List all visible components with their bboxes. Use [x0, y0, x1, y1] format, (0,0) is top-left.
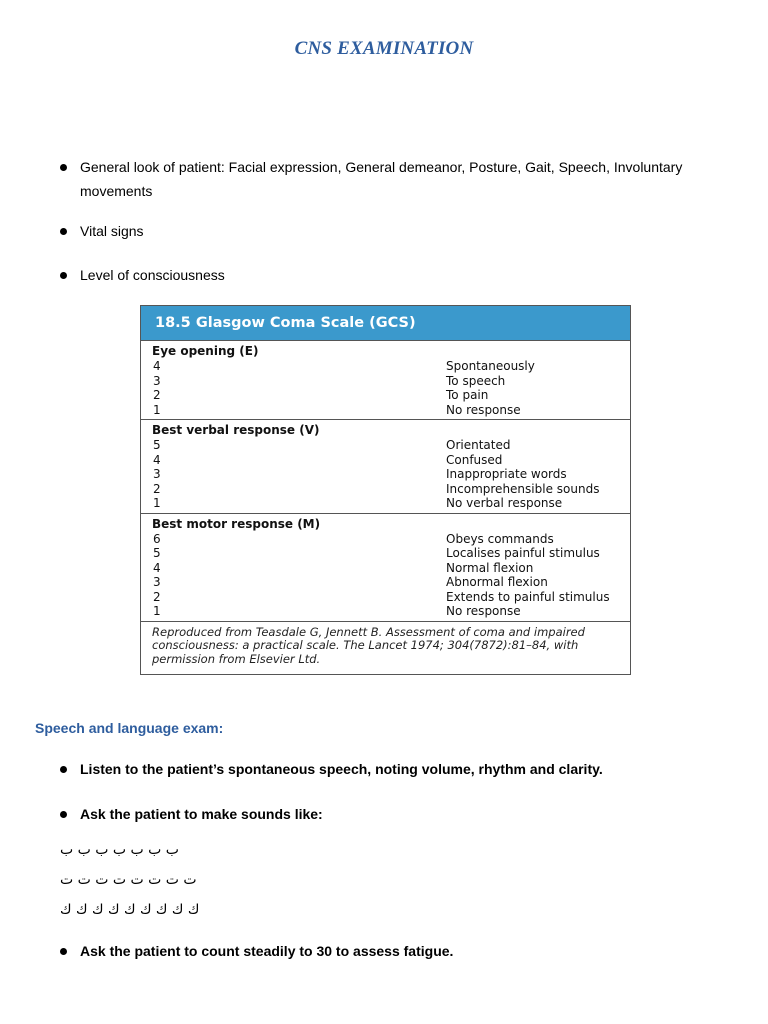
gcs-response: Extends to painful stimulus [446, 589, 610, 604]
gcs-row [141, 453, 630, 468]
page-title: CNS EXAMINATION [294, 38, 474, 59]
gcs-response: Normal flexion [446, 560, 534, 575]
gcs-row [141, 561, 630, 576]
gcs-row [141, 532, 630, 547]
gcs-response: No response [446, 604, 521, 618]
gcs-table [140, 305, 631, 675]
gcs-footnote: Reproduced from Teasdale G, Jennett B. Assessment of coma and impaired consciousness: a practical scale. The Lancet 1974; 304(7872):81–84, with permission from Elsevier Ltd. [152, 624, 585, 666]
gcs-section-title: Best verbal response (V) [152, 423, 320, 437]
gcs-response: No response [446, 402, 521, 417]
bullet-text: Ask the patient to count steadily to 30 to assess fatigue. [80, 943, 454, 959]
bullet-text: Listen to the patient’s spontaneous speech, noting volume, rhythm and clarity. [80, 761, 603, 777]
gcs-row [141, 403, 630, 418]
gcs-row [141, 575, 630, 590]
gcs-score: 4 [153, 452, 161, 467]
gcs-row [141, 496, 630, 511]
gcs-score: 1 [153, 604, 161, 618]
gcs-score: 3 [153, 575, 161, 589]
gcs-row [141, 604, 630, 619]
bullet-dot [60, 766, 67, 773]
gcs-score: 5 [153, 438, 161, 452]
gcs-row [141, 438, 630, 453]
gcs-row [141, 388, 630, 403]
sound-line-ba: ب ب ب ب ب ب ب [60, 842, 179, 858]
gcs-row [141, 359, 630, 374]
sound-line-ta: ت ت ت ت ت ت ت ت [60, 872, 197, 888]
gcs-response: No verbal response [446, 496, 563, 510]
gcs-section-eye [141, 341, 630, 420]
bullet-dot [60, 272, 67, 279]
bullet-text: Ask the patient to make sounds like: [80, 806, 323, 822]
gcs-response: Inappropriate words [446, 467, 567, 481]
gcs-heading: 18.5 Glasgow Coma Scale (GCS) [141, 306, 630, 341]
bullet-dot [60, 948, 67, 955]
gcs-score: 2 [153, 388, 161, 402]
gcs-row [141, 467, 630, 482]
gcs-section-verbal [141, 420, 630, 514]
gcs-row [141, 482, 630, 497]
gcs-row [141, 590, 630, 605]
gcs-response: To speech [446, 373, 506, 388]
gcs-response: Localises painful stimulus [446, 546, 600, 560]
gcs-score: 1 [153, 402, 161, 417]
sound-line-ka: ك ك ك ك ك ك ك ك ك [60, 902, 200, 918]
gcs-response: Spontaneously [446, 359, 535, 373]
gcs-row [141, 546, 630, 561]
gcs-score: 1 [153, 496, 161, 510]
gcs-response: Abnormal flexion [446, 575, 548, 589]
gcs-score: 6 [153, 531, 161, 546]
gcs-response: To pain [446, 388, 489, 402]
bullet-dot [60, 164, 67, 171]
gcs-score: 5 [153, 546, 161, 560]
gcs-score: 2 [153, 481, 161, 496]
bullet-dot [60, 228, 67, 235]
gcs-score: 3 [153, 467, 161, 481]
gcs-score: 3 [153, 373, 161, 388]
gcs-response: Incomprehensible sounds [446, 481, 600, 496]
gcs-row [141, 374, 630, 389]
gcs-response: Obeys commands [446, 531, 554, 546]
bullet-text: General look of patient: Facial expression, General demeanor, Posture, Gait, Speech, Involuntary movements [80, 159, 683, 199]
bullet-dot [60, 811, 67, 818]
gcs-response: Orientated [446, 438, 511, 452]
bullet-text: Vital signs [80, 223, 144, 239]
gcs-section-title: Eye opening (E) [152, 344, 259, 358]
gcs-score: 4 [153, 359, 161, 373]
gcs-score: 4 [153, 560, 161, 575]
gcs-section-title: Best motor response (M) [152, 516, 321, 531]
gcs-response: Confused [446, 452, 503, 467]
gcs-score: 2 [153, 589, 161, 604]
bullet-text: Level of consciousness [80, 267, 225, 283]
gcs-section-motor [141, 514, 630, 622]
speech-heading: Speech and language exam: [35, 720, 224, 736]
